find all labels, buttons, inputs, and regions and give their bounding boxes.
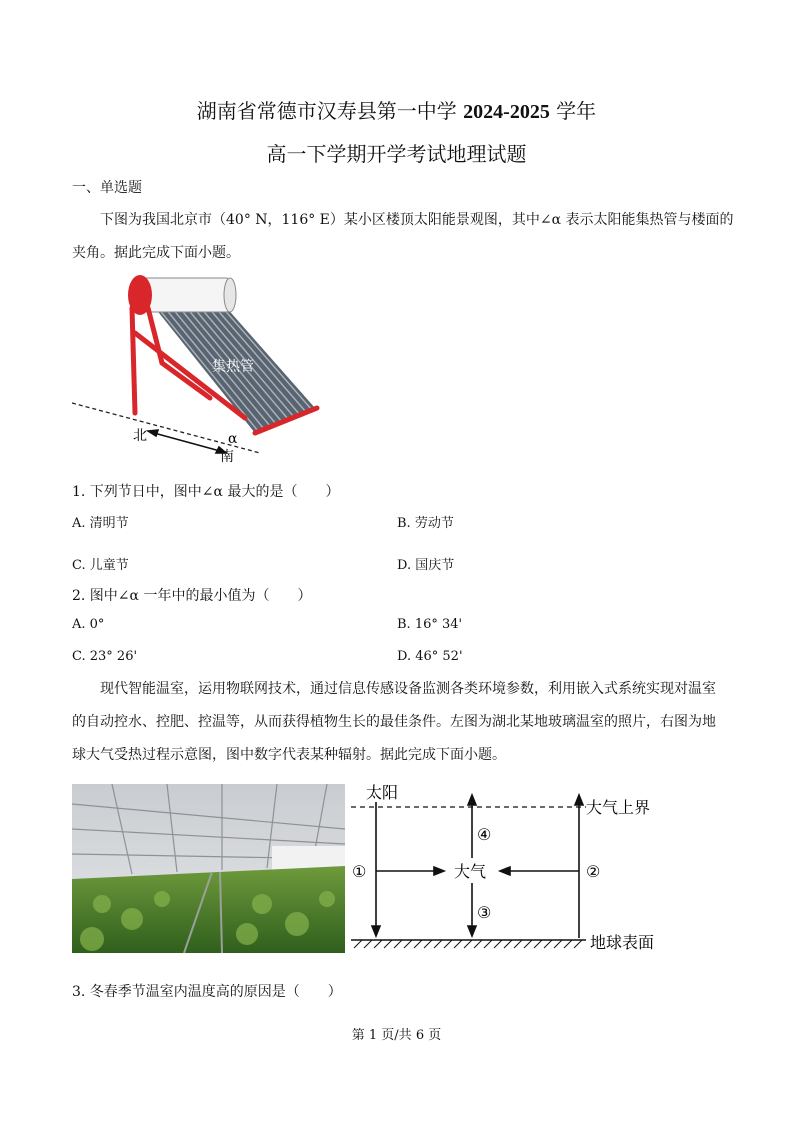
title-year: 2024-2025 xyxy=(463,101,550,123)
q2-option-a[interactable]: A. 0° xyxy=(72,617,105,632)
page-footer: 第 1 页/共 6 页 xyxy=(351,1028,442,1043)
q3-stem: 3. 冬春季节温室内温度高的原因是（ ） xyxy=(72,984,342,1000)
q1-option-b[interactable]: B. 劳动节 xyxy=(397,516,454,531)
title-line-2: 高一下学期开学考试地理试题 xyxy=(266,142,527,166)
intro1-line1: 下图为我国北京市（40° N，116° E）某小区楼顶太阳能景观图，其中∠α 表示太阳能集热管与楼面的 xyxy=(100,212,734,228)
section-heading: 一、单选题 xyxy=(72,180,142,196)
title-part-a: 湖南省常德市汉寿县第一中学 xyxy=(196,99,464,123)
intro2-line3: 球大气受热过程示意图，图中数字代表某种辐射。据此完成下面小题。 xyxy=(72,747,506,763)
radiation-2-label: ② xyxy=(586,862,601,881)
intro2-line1: 现代智能温室，运用物联网技术，通过信息传感设备监测各类环境参数，利用嵌入式系统实现对温室 xyxy=(100,681,716,697)
intro2-line2: 的自动控水、控肥、控温等，从而获得植物生长的最佳条件。左图为湖北某地玻璃温室的照片，右图为地 xyxy=(72,714,716,730)
south-label: 南 xyxy=(220,449,234,465)
q2-stem: 2. 图中∠α 一年中的最小值为（ ） xyxy=(72,588,312,604)
north-label: 北 xyxy=(133,428,147,444)
intro1-line2: 夹角。据此完成下面小题。 xyxy=(72,245,240,261)
radiation-1-label: ① xyxy=(352,862,367,881)
ground-hatching xyxy=(354,940,582,948)
radiation-3-label: ③ xyxy=(477,903,492,922)
q2-option-c[interactable]: C. 23° 26' xyxy=(72,649,138,664)
atmosphere-heating-diagram xyxy=(346,778,676,958)
greenhouse-photo xyxy=(72,784,345,953)
water-tank xyxy=(128,275,236,315)
title-part-c: 学年 xyxy=(549,99,597,123)
atmosphere-top-label: 大气上界 xyxy=(586,798,651,817)
solar-heater-figure xyxy=(70,268,330,468)
q1-stem: 1. 下列节日中，图中∠α 最大的是（ ） xyxy=(72,484,340,500)
q1-option-a[interactable]: A. 清明节 xyxy=(72,516,129,531)
earth-surface-label: 地球表面 xyxy=(590,933,655,952)
atmosphere-label: 大气 xyxy=(454,862,487,881)
q2-option-d[interactable]: D. 46° 52' xyxy=(397,649,463,664)
title-line-1 xyxy=(0,95,793,124)
q1-option-c[interactable]: C. 儿童节 xyxy=(72,558,129,573)
q1-option-d[interactable]: D. 国庆节 xyxy=(397,558,455,573)
radiation-4-label: ④ xyxy=(477,825,492,844)
q2-option-b[interactable]: B. 16° 34' xyxy=(397,617,463,632)
collector-label: 集热管 xyxy=(212,359,254,375)
sun-label: 太阳 xyxy=(366,783,399,802)
alpha-label: α xyxy=(228,431,238,447)
